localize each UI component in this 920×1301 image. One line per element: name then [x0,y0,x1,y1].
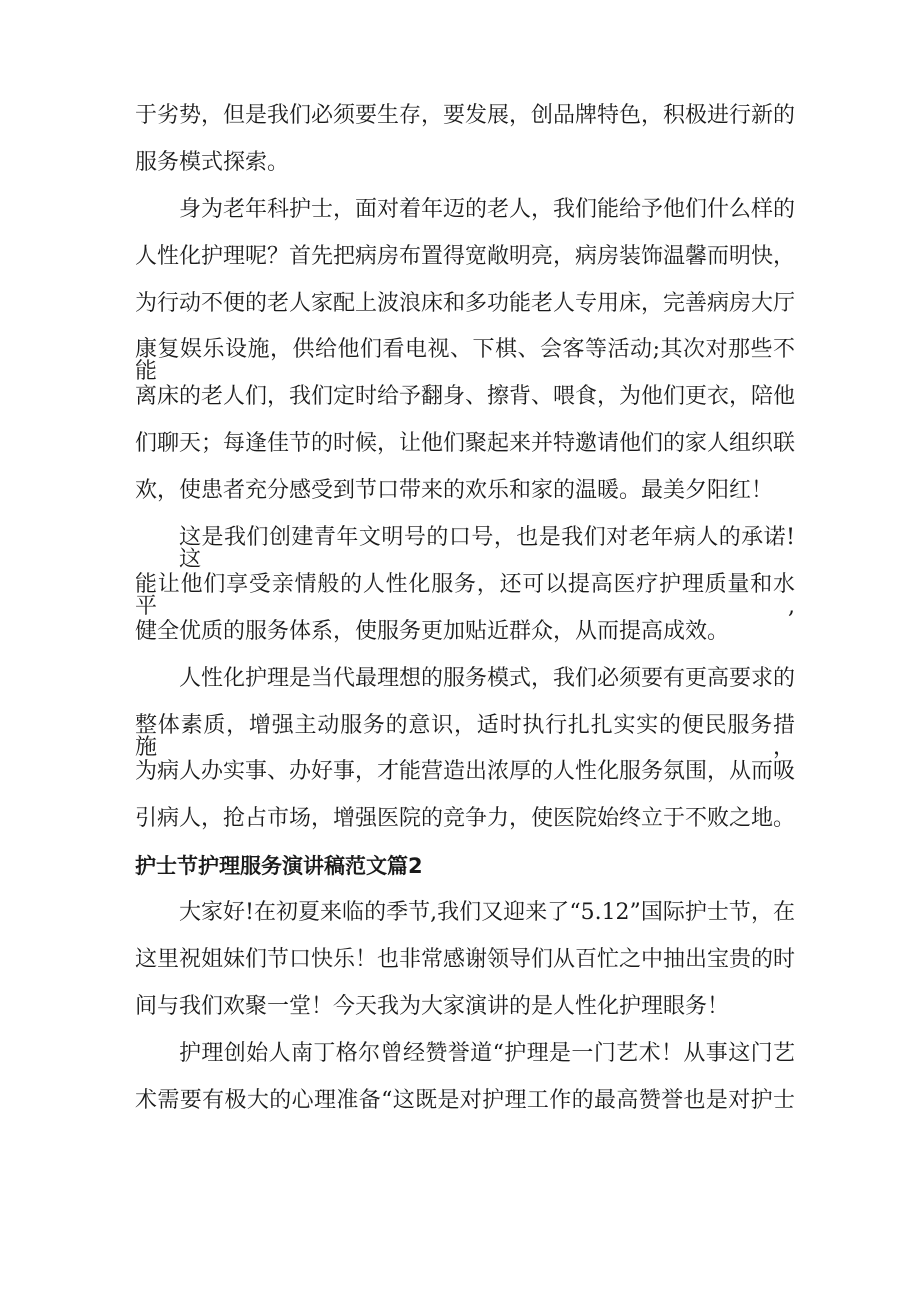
text-line: 为行动不便的老人家配上波浪床和多功能老人专用床，完善病房大厅 [135,290,796,316]
text-line: 们聊天；每逢佳节的时候，让他们聚起来并特邀请他们的家人组织联 [135,431,796,457]
text-line: 健全优质的服务体系，使服务更加贴近群众，从而提高成效。 [135,618,730,644]
text-line: 整体素质，增强主动服务的意识，适时执行扎扎实实的便民服务措施， [135,712,795,760]
paragraph [135,527,795,643]
section-heading: 护士节护理服务演讲稿范文篇2 [135,854,423,879]
text-line: 康复娱乐设施，供给他们看电视、下棋、会客等活动;其次对那些不能 [135,337,795,385]
text-line: 大家好!在初夏来临的季节,我们又迎来了“5.12”国际护士节，在 [179,900,795,926]
text-line: 离床的老人们，我们定时给予翻身、擦背、喂食，为他们更衣，陪他 [135,384,796,410]
text-line: 身为老年科护士，面对着年迈的老人，我们能给予他们什么样的 [179,196,796,222]
paragraph [135,196,796,504]
paragraph [135,105,795,174]
text-line: 间与我们欢聚一堂！今天我为大家演讲的是人性化护理眼务！ [135,993,730,1019]
text-line: 术需要有极大的心理准备“这既是对护理工作的最高赞誉也是对护士 [135,1087,795,1113]
text-line: 服务模式探索。 [135,149,290,175]
text-line: 这是我们创建青年文明号的口号，也是我们对老年病人的承诺!这 [179,525,795,573]
text-line: 于劣势，但是我们必须要生存，要发展，创品牌特色，积极进行新的 [135,103,796,128]
text-line: 欢，使患者充分感受到节口带来的欢乐和家的温暖。最美夕阳红！ [135,478,774,504]
text-line: 人性化护理是当代最理想的服务模式，我们必须要有更高要求的 [179,665,796,691]
text-line: 能让他们享受亲情般的人性化服务，还可以提高医疗护理质量和水平, [135,571,795,619]
document-body [135,105,795,1137]
paragraph [135,665,796,832]
text-line: 这里祝姐妹们节口快乐！也非常感谢领导们从百忙之中抽出宝贵的时 [135,947,796,973]
text-line: 引病人，抢占市场，增强医院的竞争力，使医院始终立于不败之地。 [135,806,796,832]
text-line: 人性化护理呢？首先把病房布置得宽敞明亮，病房装饰温馨而明快， [135,243,796,269]
paragraph [135,902,795,1018]
paragraph [135,1040,795,1113]
text-line: 为病人办实事、办好事，才能营造出浓厚的人性化服务氛围，从而吸 [135,759,796,785]
text-line: 护理创始人南丁格尔曾经赞誉道“护理是一门艺术！从事这门艺 [179,1040,795,1066]
